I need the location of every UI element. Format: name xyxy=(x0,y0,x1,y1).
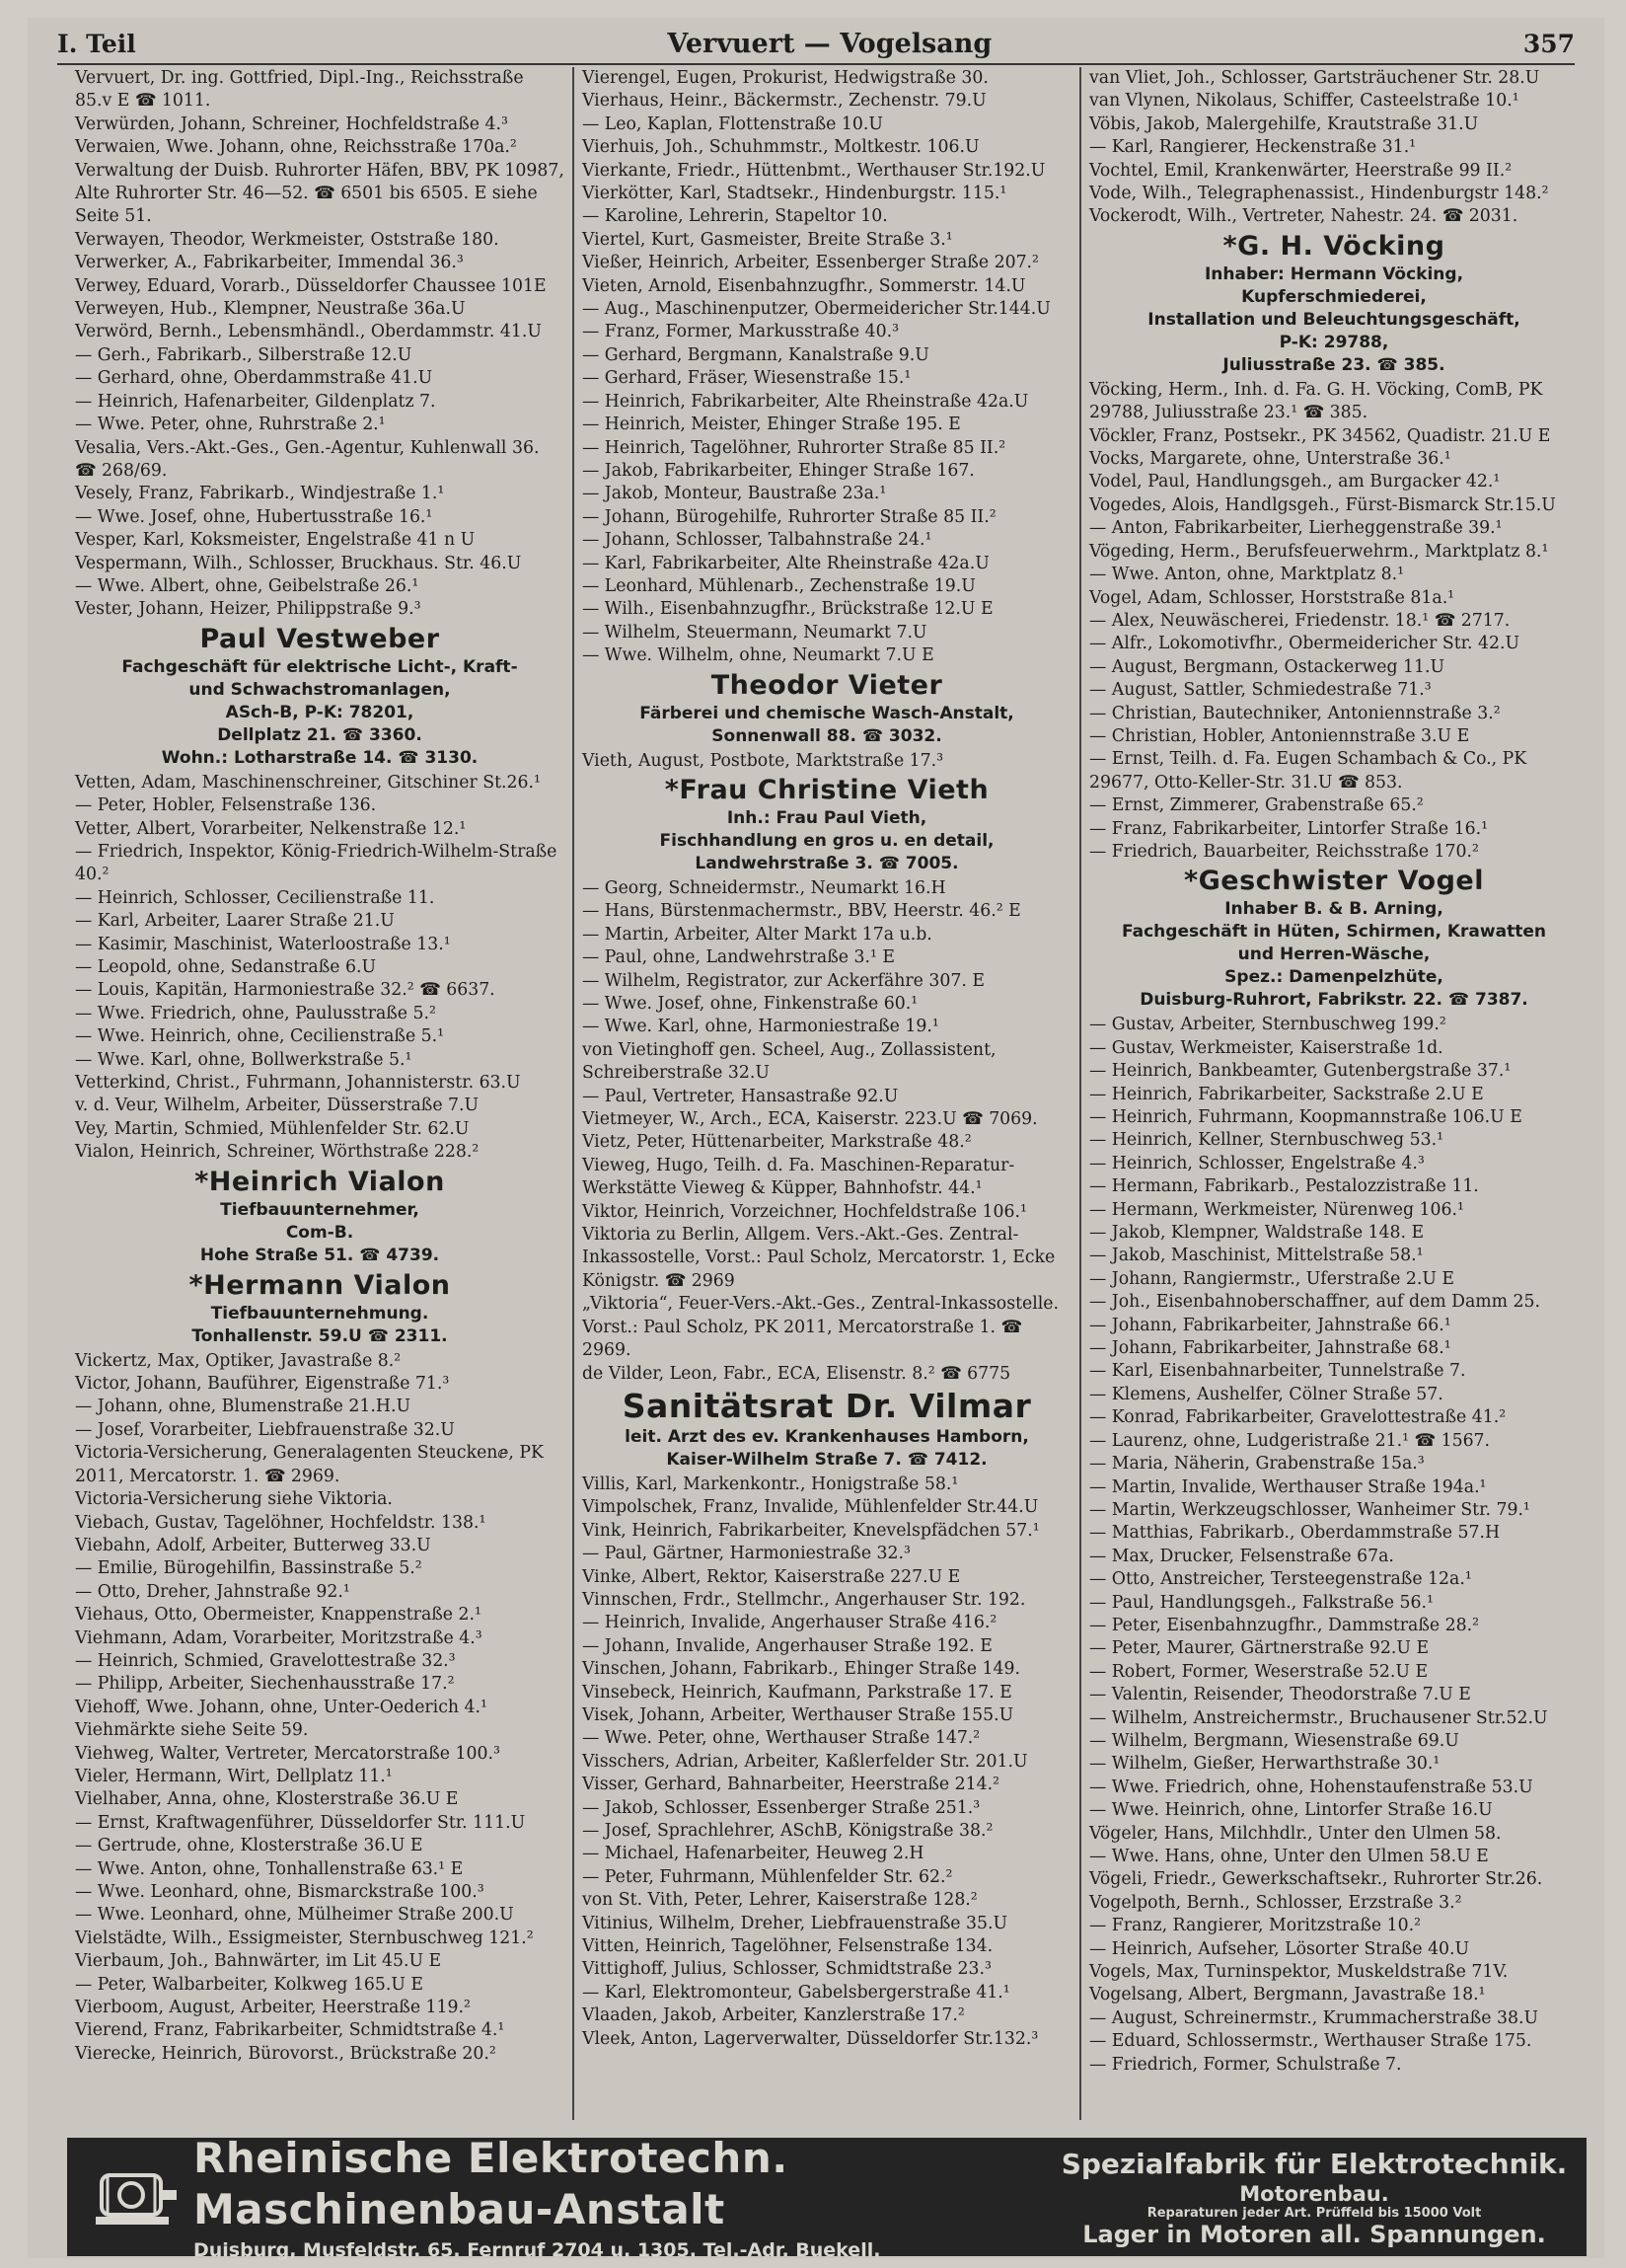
section-label: I. Teil xyxy=(57,29,136,58)
footer-company-address: Duisburg, Musfeldstr. 65. Fernruf 2704 u. 1305. Tel.-Adr. Buekell. xyxy=(193,2239,881,2261)
advert-block xyxy=(582,669,1072,748)
directory-entry: Vesely, Franz, Fabrikarb., Windjestraße 1.¹ xyxy=(75,484,445,504)
advert-name: *Geschwister Vogel xyxy=(1184,866,1484,897)
directory-entry: — Konrad, Fabrikarbeiter, Gravelottestraße 41.² xyxy=(1089,1407,1507,1428)
entry-columns xyxy=(67,67,1587,2120)
directory-entry: Verwürden, Johann, Schreiner, Hochfeldstraße 4.³ xyxy=(75,113,508,134)
directory-entry: — Wilhelm, Anstreichermstr., Bruchausener Str.52.U xyxy=(1089,1707,1548,1728)
directory-entry: — Heinrich, Kellner, Sternbuschweg 53.¹ xyxy=(1089,1130,1443,1151)
directory-entry: — Maria, Näherin, Grabenstraße 15a.³ xyxy=(1089,1454,1425,1474)
directory-entry: — Heinrich, Fuhrmann, Koopmannstraße 106.U E xyxy=(1089,1107,1522,1127)
directory-entry: — Ernst, Kraftwagenführer, Düsseldorfer Str. 111.U xyxy=(75,1812,526,1833)
directory-entry: Viehmann, Adam, Vorarbeiter, Moritzstraße 4.³ xyxy=(75,1627,482,1648)
directory-entry: — Hermann, Werkmeister, Nürenweg 106.¹ xyxy=(1089,1199,1464,1220)
directory-entry: — Hans, Bürstenmachermstr., BBV, Heerstr. 46.² E xyxy=(582,901,1021,922)
directory-entry: — Heinrich, Aufseher, Lösorter Straße 40.U xyxy=(1089,1938,1470,1959)
advert-line: P-K: 29788, xyxy=(1279,332,1389,352)
directory-entry: — Franz, Former, Markusstraße 40.³ xyxy=(582,322,900,342)
directory-entry: — Wwe. Anton, ohne, Tonhallenstraße 63.¹ E xyxy=(75,1858,464,1879)
directory-entry: Vlaaden, Jakob, Arbeiter, Kanzlerstraße 17.² xyxy=(582,2005,965,2026)
directory-entry: Vögeding, Herm., Berufsfeuerwehrm., Marktplatz 8.¹ xyxy=(1089,541,1549,562)
directory-entry: — Wwe. Heinrich, ohne, Cecilienstraße 5.¹ xyxy=(75,1026,445,1047)
directory-entry: Vitinius, Wilhelm, Dreher, Liebfrauenstraße 35.U xyxy=(582,1913,1008,1933)
directory-entry: — Karl, Rangierer, Heckenstraße 31.¹ xyxy=(1089,137,1417,158)
directory-entry: Vetterkind, Christ., Fuhrmann, Johannisterstr. 63.U xyxy=(75,1073,521,1094)
directory-entry: Vink, Heinrich, Fabrikarbeiter, Knevelspfädchen 57.¹ xyxy=(582,1520,1040,1541)
entry-group xyxy=(582,67,1072,668)
directory-entry: Vinke, Albert, Rektor, Kaiserstraße 227.U E xyxy=(582,1566,961,1587)
advert-block xyxy=(582,774,1072,875)
directory-entry: Vinnschen, Frdr., Stellmchr., Angerhauser Str. 192. xyxy=(582,1589,1026,1610)
directory-entry: — Klemens, Aushelfer, Cölner Straße 57. xyxy=(1089,1384,1443,1404)
directory-entry: — Heinrich, Schlosser, Cecilienstraße 11. xyxy=(75,887,435,908)
advert-line: Fachgeschäft für elektrische Licht-, Kraft- xyxy=(121,656,518,677)
directory-entry: — Joh., Eisenbahnoberschaffner, auf dem Damm 25. xyxy=(1089,1292,1541,1313)
directory-entry: Vöbis, Jakob, Malergehilfe, Krautstraße 31.U xyxy=(1089,113,1479,134)
advert-line: leit. Arzt des ev. Krankenhauses Hamborn, xyxy=(625,1426,1029,1447)
directory-entry: — Karl, Elektromonteur, Gabelsbergerstraße 41.¹ xyxy=(582,1982,1010,2003)
directory-entry: Vester, Johann, Heizer, Philippstraße 9.³ xyxy=(75,599,421,620)
directory-entry: — Wwe. Leonhard, ohne, Bismarckstraße 100.³ xyxy=(75,1882,484,1902)
directory-entry: — Georg, Schneidermstr., Neumarkt 16.H xyxy=(582,877,946,898)
directory-entry: Vittighoff, Julius, Schlosser, Schmidtstraße 23.³ xyxy=(582,1959,992,1980)
advert-block xyxy=(1089,230,1579,377)
advert-block xyxy=(75,623,564,770)
directory-entry: Verwörd, Bernh., Lebensmhändl., Oberdammstr. 41.U xyxy=(75,322,542,342)
directory-entry: Viehoff, Wwe. Johann, ohne, Unter-Oederich 4.¹ xyxy=(75,1697,487,1717)
advert-line: Sonnenwall 88. ☎ 3032. xyxy=(711,725,942,746)
advert-line: Dellplatz 21. ☎ 3360. xyxy=(217,724,422,745)
directory-entry: — Wilhelm, Registrator, zur Ackerfähre 307. E xyxy=(582,970,985,991)
directory-entry: — Gerhard, Fräser, Wiesenstraße 15.¹ xyxy=(582,368,912,389)
directory-entry: — Alex, Neuwäscherei, Friedenstr. 18.¹ ☎ 2717. xyxy=(1089,610,1511,631)
directory-entry: Vierhaus, Heinr., Bäckermstr., Zechenstr. 79.U xyxy=(582,91,987,112)
directory-entry: Victoria-Versicherung, Generalagenten Steuckenⅇ, PK 2011, Mercatorstr. 1. ☎ 2969. xyxy=(75,1443,544,1486)
directory-entry: Vietmeyer, W., Arch., ECA, Kaiserstr. 223.U ☎ 7069. xyxy=(582,1109,1038,1130)
directory-entry: — Wwe. Karl, ohne, Bollwerkstraße 5.¹ xyxy=(75,1049,412,1070)
directory-entry: — Gerhard, ohne, Oberdammstraße 41.U xyxy=(75,368,433,389)
directory-entry: Vey, Martin, Schmied, Mühlenfelder Str. 62.U xyxy=(75,1118,470,1139)
advert-line: Färberei und chemische Wasch-Anstalt, xyxy=(639,703,1014,723)
entry-group xyxy=(75,772,564,1165)
advert-block xyxy=(75,1166,564,1267)
directory-entry: — Paul, Handlungsgeh., Falkstraße 56.¹ xyxy=(1089,1592,1434,1613)
advert-block xyxy=(75,1269,564,1348)
directory-entry: — Jakob, Fabrikarbeiter, Ehinger Straße 167. xyxy=(582,460,975,481)
directory-entry: — Leonhard, Mühlenarb., Zechenstraße 19.U xyxy=(582,575,976,596)
directory-entry: Vodel, Paul, Handlungsgeh., am Burgacker 42.¹ xyxy=(1089,472,1501,492)
directory-entry: Vierhuis, Joh., Schuhmmstr., Moltkestr. 106.U xyxy=(582,137,980,158)
directory-entry: — Hermann, Fabrikarb., Pestalozzistraße 11. xyxy=(1089,1176,1479,1197)
directory-entry: — Max, Drucker, Felsenstraße 67a. xyxy=(1089,1546,1394,1566)
directory-entry: — Karl, Fabrikarbeiter, Alte Rheinstraße 42a.U xyxy=(582,553,990,573)
directory-entry: Vierkötter, Karl, Stadtsekr., Hindenburgstr. 115.¹ xyxy=(582,184,1007,204)
directory-entry: — Christian, Hobler, Antoniennstraße 3.U E xyxy=(1089,725,1470,746)
directory-entry: — Paul, Gärtner, Harmoniestraße 32.³ xyxy=(582,1544,911,1564)
directory-entry: — Jakob, Klempner, Waldstraße 148. E xyxy=(1089,1223,1425,1244)
advert-line: Fischhandlung en gros u. en detail, xyxy=(659,830,995,851)
directory-entry: — Wwe. Friedrich, ohne, Paulusstraße 5.² xyxy=(75,1003,436,1023)
directory-entry: — Ernst, Zimmerer, Grabenstraße 65.² xyxy=(1089,795,1424,816)
directory-entry: Vöckler, Franz, Postsekr., PK 34562, Quadistr. 21.U E xyxy=(1089,425,1551,446)
directory-entry: — Christian, Bautechniker, Antoniennstraße 3.² xyxy=(1089,703,1501,723)
directory-entry: — Laurenz, ohne, Ludgeristraße 21.¹ ☎ 1567. xyxy=(1089,1430,1491,1451)
directory-entry: Vitten, Heinrich, Tagelöhner, Felsenstraße 134. xyxy=(582,1936,994,1957)
directory-entry: Vieweg, Hugo, Teilh. d. Fa. Maschinen-Reparatur-Werkstätte Vieweg & Küpper, Bahnhofstr. 44.¹ xyxy=(582,1155,1015,1199)
directory-entry: — Heinrich, Schlosser, Engelstraße 4.³ xyxy=(1089,1153,1425,1173)
entry-group xyxy=(582,1474,1072,2051)
directory-entry: — Johann, Rangiermstr., Uferstraße 2.U E xyxy=(1089,1268,1454,1289)
directory-entry: — Johann, Invalide, Angerhauser Straße 192. E xyxy=(582,1635,993,1656)
directory-entry: Vielhaber, Anna, ohne, Klosterstraße 36.U E xyxy=(75,1789,459,1810)
directory-entry: Vialon, Heinrich, Schreiner, Wörthstraße 228.² xyxy=(75,1142,480,1163)
entry-group xyxy=(582,750,1072,773)
directory-entry: Verwaien, Wwe. Johann, ohne, Reichsstraße 170a.² xyxy=(75,137,517,158)
directory-entry: — Johann, ohne, Blumenstraße 21.H.U xyxy=(75,1397,411,1417)
advert-line: Inhaber: Hermann Vöcking, xyxy=(1204,264,1464,284)
directory-entry: Viehweg, Walter, Vertreter, Mercatorstraße 100.³ xyxy=(75,1743,500,1764)
directory-entry: — Aug., Maschinenputzer, Obermeidericher Str.144.U xyxy=(582,299,1051,320)
directory-entry: — Peter, Hobler, Felsenstraße 136. xyxy=(75,795,377,816)
directory-entry: — Wwe. Peter, ohne, Ruhrstraße 2.¹ xyxy=(75,415,386,435)
directory-entry: Vinsebeck, Heinrich, Kaufmann, Parkstraße 17. E xyxy=(582,1682,1012,1702)
directory-entry: — Jakob, Maschinist, Mittelstraße 58.¹ xyxy=(1089,1246,1424,1266)
directory-entry: — Ernst, Teilh. d. Fa. Eugen Schambach & Co., PK 29677, Otto-Keller-Str. 31.U ☎ 853. xyxy=(1089,749,1527,793)
advert-line: Duisburg-Ruhrort, Fabrikstr. 22. ☎ 7387. xyxy=(1140,990,1528,1011)
directory-entry: de Vilder, Leon, Fabr., ECA, Elisenstr. 8.² ☎ 6775 xyxy=(582,1363,1011,1384)
advert-line: Com-B. xyxy=(285,1222,354,1243)
directory-entry: — Jakob, Schlosser, Essenberger Straße 251.³ xyxy=(582,1797,981,1818)
directory-entry: — Johann, Bürogehilfe, Ruhrorter Straße 85 II.² xyxy=(582,506,997,527)
directory-entry: — Martin, Arbeiter, Alter Markt 17a u.b. xyxy=(582,924,932,945)
directory-entry: — Peter, Eisenbahnzugfhr., Dammstraße 28.² xyxy=(1089,1615,1480,1635)
directory-entry: — Leopold, ohne, Sedanstraße 6.U xyxy=(75,957,377,977)
directory-entry: — Heinrich, Fabrikarbeiter, Sackstraße 2.U E xyxy=(1089,1084,1484,1104)
directory-entry: — Friedrich, Inspektor, König-Friedrich-Wilhelm-Straße 40.² xyxy=(75,841,557,885)
directory-entry: — Wwe. Heinrich, ohne, Lintorfer Straße 16.U xyxy=(1089,1800,1493,1821)
directory-entry: — Heinrich, Invalide, Angerhauser Straße 416.² xyxy=(582,1613,998,1633)
directory-entry: — Wwe. Hans, ohne, Unter den Ulmen 58.U E xyxy=(1089,1847,1489,1866)
advert-line: Fachgeschäft in Hüten, Schirmen, Krawatten xyxy=(1122,922,1546,943)
directory-entry: — Valentin, Reisender, Theodorstraße 7.U E xyxy=(1089,1685,1471,1705)
directory-entry: — Robert, Former, Weserstraße 52.U E xyxy=(1089,1661,1429,1682)
footer-specialty: Spezialfabrik für Elektrotechnik. xyxy=(1061,2147,1568,2180)
entry-group xyxy=(582,877,1072,1386)
header-rule xyxy=(57,63,1575,65)
directory-entry: — Emilie, Bürogehilfin, Bassinstraße 5.² xyxy=(75,1558,422,1579)
directory-entry: — Wilhelm, Gießer, Herwarthstraße 30.¹ xyxy=(1089,1754,1441,1775)
directory-entry: Vierengel, Eugen, Prokurist, Hedwigstraße 30. xyxy=(582,68,989,88)
directory-entry: Vierecke, Heinrich, Bürovorst., Brückstraße 20.² xyxy=(75,2043,496,2064)
directory-entry: — Martin, Invalide, Werthauser Straße 194a.¹ xyxy=(1089,1476,1487,1497)
entry-group xyxy=(1089,67,1579,229)
advert-name: Theodor Vieter xyxy=(710,669,943,701)
directory-entry: — Leo, Kaplan, Flottenstraße 10.U xyxy=(582,113,883,134)
page-range-title: Vervuert — Vogelsang xyxy=(667,28,993,59)
advert-name: Sanitätsrat Dr. Vilmar xyxy=(622,1386,1032,1425)
directory-entry: Vielstädte, Wilh., Essigmeister, Sternbuschweg 121.² xyxy=(75,1928,534,1948)
directory-entry: van Vlynen, Nikolaus, Schiffer, Casteelstraße 10.¹ xyxy=(1089,91,1519,112)
directory-entry: Vierkante, Friedr., Hüttenbmt., Werthauser Str.192.U xyxy=(582,160,1046,181)
directory-entry: — Louis, Kapitän, Harmoniestraße 32.² ☎ 6637. xyxy=(75,980,495,1001)
directory-entry: Vogelsang, Albert, Bergmann, Javastraße 18.¹ xyxy=(1089,1985,1486,2005)
directory-entry: Vögeli, Friedr., Gewerkschaftsekr., Ruhrorter Str.26. xyxy=(1089,1869,1543,1890)
directory-entry: Vogedes, Alois, Handlgsgeh., Fürst-Bismarck Str.15.U xyxy=(1089,494,1556,515)
entry-group xyxy=(1089,1014,1579,2077)
directory-entry: — Friedrich, Former, Schulstraße 7. xyxy=(1089,2054,1402,2075)
directory-entry: Victoria-Versicherung siehe Viktoria. xyxy=(75,1489,393,1510)
footer-advert-left xyxy=(187,2133,1042,2261)
advert-block xyxy=(582,1387,1072,1472)
directory-entry: — Wwe. Josef, ohne, Hubertusstraße 16.¹ xyxy=(75,506,433,527)
directory-entry: — Gustav, Arbeiter, Sternbuschweg 199.² xyxy=(1089,1015,1446,1035)
directory-entry: Villis, Karl, Markenkontr., Honigstraße 58.¹ xyxy=(582,1474,959,1494)
directory-entry: Vleek, Anton, Lagerverwalter, Düsseldorfer Str.132.³ xyxy=(582,2028,1039,2049)
directory-entry: Vetten, Adam, Maschinenschreiner, Gitschiner St.26.¹ xyxy=(75,772,541,793)
directory-entry: Visser, Gerhard, Bahnarbeiter, Heerstraße 214.² xyxy=(582,1775,1000,1795)
directory-entry: Vocks, Margarete, ohne, Unterstraße 36.¹ xyxy=(1089,449,1451,470)
advert-name: Paul Vestweber xyxy=(199,623,440,654)
advert-line: Juliusstraße 23. ☎ 385. xyxy=(1222,354,1445,375)
directory-entry: Viebahn, Adolf, Arbeiter, Butterweg 33.U xyxy=(75,1535,431,1555)
directory-entry: Viehaus, Otto, Obermeister, Knappenstraße 2.¹ xyxy=(75,1605,481,1625)
directory-entry: — Friedrich, Bauarbeiter, Reichsstraße 170.² xyxy=(1089,841,1479,862)
footer-advert-right xyxy=(1042,2147,1587,2248)
directory-entry: Vießer, Heinrich, Arbeiter, Essenberger Straße 207.² xyxy=(582,253,1039,273)
directory-entry: — Wwe. Wilhelm, ohne, Neumarkt 7.U E xyxy=(582,645,934,666)
directory-entry: Vespermann, Wilh., Schlosser, Bruckhaus. Str. 46.U xyxy=(75,553,522,573)
advert-line: Inhaber B. & B. Arning, xyxy=(1224,899,1443,920)
directory-entry: Visek, Johann, Arbeiter, Werthauser Straße 155.U xyxy=(582,1704,1014,1725)
advert-line: Inh.: Frau Paul Vieth, xyxy=(726,807,927,828)
directory-entry: — Wwe. Leonhard, ohne, Mülheimer Straße 200.U xyxy=(75,1905,514,1926)
column-3 xyxy=(1081,67,1587,2120)
page-header xyxy=(57,24,1575,63)
advert-line: Installation und Beleuchtungsgeschäft, xyxy=(1147,309,1520,330)
directory-entry: — Otto, Anstreicher, Tersteegenstraße 12a.¹ xyxy=(1089,1569,1472,1590)
directory-entry: — Josef, Sprachlehrer, ASchB, Königstraße 38.² xyxy=(582,1821,994,1841)
directory-entry: Vochtel, Emil, Krankenwärter, Heerstraße 99 II.² xyxy=(1089,160,1513,181)
electric-motor-icon xyxy=(79,2153,187,2241)
directory-entry: — Wilhelm, Steuermann, Neumarkt 7.U xyxy=(582,622,927,643)
footer-stock-note: Lager in Motoren all. Spannungen. xyxy=(1082,2220,1546,2248)
advert-line: Wohn.: Lotharstraße 14. ☎ 3130. xyxy=(161,747,479,768)
directory-entry: — Heinrich, Tagelöhner, Ruhrorter Straße 85 II.² xyxy=(582,437,1006,458)
directory-entry: — Peter, Maurer, Gärtnerstraße 92.U E xyxy=(1089,1638,1430,1659)
directory-entry: — Paul, ohne, Landwehrstraße 3.¹ E xyxy=(582,947,895,968)
directory-entry: von Vietinghoff gen. Scheel, Aug., Zollassistent, Schreiberstraße 32.U xyxy=(582,1039,997,1084)
directory-entry: — Anton, Fabrikarbeiter, Lierheggenstraße 39.¹ xyxy=(1089,518,1503,539)
directory-entry: — Wwe. Friedrich, ohne, Hohenstaufenstraße 53.U xyxy=(1089,1777,1533,1797)
directory-entry: — Karl, Arbeiter, Laarer Straße 21.U xyxy=(75,911,395,932)
directory-entry: — Heinrich, Fabrikarbeiter, Alte Rheinstraße 42a.U xyxy=(582,391,1029,412)
advert-line: Tiefbauunternehmer, xyxy=(220,1199,419,1220)
directory-entry: — Wwe. Albert, ohne, Geibelstraße 26.¹ xyxy=(75,575,419,596)
directory-entry: Viertel, Kurt, Gasmeister, Breite Straße 3.¹ xyxy=(582,229,953,250)
directory-entry: — Heinrich, Schmied, Gravelottestraße 32.³ xyxy=(75,1650,456,1671)
directory-entry: Vieten, Arnold, Eisenbahnzugfhr., Sommerstr. 14.U xyxy=(582,275,1026,296)
directory-entry: Viktor, Heinrich, Vorzeichner, Hochfeldstraße 106.¹ xyxy=(582,1201,1027,1222)
directory-entry: — Peter, Fuhrmann, Mühlenfelder Str. 62.² xyxy=(582,1866,953,1887)
directory-entry: Vode, Wilh., Telegraphenassist., Hindenburgstr 148.² xyxy=(1089,184,1549,204)
directory-entry: — Josef, Vorarbeiter, Liebfrauenstraße 32.U xyxy=(75,1419,455,1440)
advert-line: und Schwachstromanlagen, xyxy=(188,679,451,700)
directory-entry: — Johann, Fabrikarbeiter, Jahnstraße 66.¹ xyxy=(1089,1315,1451,1335)
advert-name: *G. H. Vöcking xyxy=(1222,230,1445,262)
directory-entry: Vierend, Franz, Fabrikarbeiter, Schmidtstraße 4.¹ xyxy=(75,2020,505,2041)
directory-entry: Vesper, Karl, Koksmeister, Engelstraße 41 n U xyxy=(75,530,476,551)
footer-advert xyxy=(67,2134,1587,2261)
advert-line: Tonhallenstr. 59.U ☎ 2311. xyxy=(191,1325,448,1346)
directory-entry: Viebach, Gustav, Tagelöhner, Hochfeldstr. 138.¹ xyxy=(75,1512,486,1533)
directory-entry: — Gerh., Fabrikarb., Silberstraße 12.U xyxy=(75,344,412,365)
directory-entry: Vierbaum, Joh., Bahnwärter, im Lit 45.U E xyxy=(75,1951,442,1972)
directory-page xyxy=(28,18,1604,2261)
advert-line: Tiefbauunternehmung. xyxy=(210,1303,429,1323)
directory-entry: — Heinrich, Meister, Ehinger Straße 195. E xyxy=(582,415,961,435)
directory-entry: — Paul, Vertreter, Hansastraße 92.U xyxy=(582,1086,899,1106)
entry-group xyxy=(1089,379,1579,865)
page-number: 357 xyxy=(1522,29,1575,58)
directory-entry: Vögeler, Hans, Milchhdlr., Unter den Ulmen 58. xyxy=(1089,1823,1502,1844)
directory-entry: Verwaltung der Duisb. Ruhrorter Häfen, BBV, PK 10987, Alte Ruhrorter Str. 46—52. ☎ 6501 bis 6505. E siehe Seite 51. xyxy=(75,160,564,227)
directory-entry: — Gertrude, ohne, Klosterstraße 36.U E xyxy=(75,1836,423,1856)
directory-entry: Vöcking, Herm., Inh. d. Fa. G. H. Vöcking, ComB, PK 29788, Juliusstraße 23.¹ ☎ 385. xyxy=(1089,379,1543,423)
directory-entry: van Vliet, Joh., Schlosser, Gartsträuchener Str. 28.U xyxy=(1089,68,1540,88)
directory-entry: Vetter, Albert, Vorarbeiter, Nelkenstraße 12.¹ xyxy=(75,818,467,839)
advert-name: *Heinrich Vialon xyxy=(194,1166,445,1197)
directory-entry: — Kasimir, Maschinist, Waterloostraße 13.¹ xyxy=(75,934,451,954)
directory-entry: — Wwe. Anton, ohne, Marktplatz 8.¹ xyxy=(1089,565,1405,585)
directory-entry: Vierboom, August, Arbeiter, Heerstraße 119.² xyxy=(75,1998,471,2018)
directory-entry: Victor, Johann, Bauführer, Eigenstraße 71.³ xyxy=(75,1374,450,1395)
directory-entry: — Peter, Walbarbeiter, Kolkweg 165.U E xyxy=(75,1974,423,1995)
directory-entry: Verweyen, Hub., Klempner, Neustraße 36a.U xyxy=(75,299,466,320)
directory-entry: — Wwe. Peter, ohne, Werthauser Straße 147.² xyxy=(582,1728,981,1749)
advert-name: *Frau Christine Vieth xyxy=(664,774,990,805)
directory-entry: — Heinrich, Bankbeamter, Gutenbergstraße 37.¹ xyxy=(1089,1061,1512,1082)
advert-line: Spez.: Damenpelzhüte, xyxy=(1224,967,1443,988)
directory-entry: — Gustav, Werkmeister, Kaiserstraße 1d. xyxy=(1089,1037,1443,1058)
directory-entry: Vesalia, Vers.-Akt.-Ges., Gen.-Agentur, Kuhlenwall 36. ☎ 268/69. xyxy=(75,437,540,481)
advert-line: Kupferschmiederei, xyxy=(1241,286,1427,307)
directory-entry: — Johann, Schlosser, Talbahnstraße 24.¹ xyxy=(582,530,932,551)
footer-repair-note: Reparaturen jeder Art. Prüffeld bis 15000 Volt xyxy=(1146,2205,1482,2221)
directory-entry: — Gerhard, Bergmann, Kanalstraße 9.U xyxy=(582,344,929,365)
directory-entry: — Franz, Fabrikarbeiter, Lintorfer Straße 16.¹ xyxy=(1089,818,1489,839)
directory-entry: — Eduard, Schlossermstr., Werthauser Straße 175. xyxy=(1089,2031,1532,2052)
directory-entry: Vietz, Peter, Hüttenarbeiter, Markstraße 48.² xyxy=(582,1132,972,1153)
directory-entry: Vockerodt, Wilh., Vertreter, Nahestr. 24. ☎ 2031. xyxy=(1089,206,1518,227)
directory-entry: — Wwe. Josef, ohne, Finkenstraße 60.¹ xyxy=(582,994,919,1014)
directory-entry: — Karoline, Lehrerin, Stapeltor 10. xyxy=(582,206,888,227)
directory-entry: — Alfr., Lokomotivfhr., Obermeidericher Str. 42.U xyxy=(1089,634,1520,654)
entry-group xyxy=(75,1350,564,2067)
directory-entry: von St. Vith, Peter, Lehrer, Kaiserstraße 128.² xyxy=(582,1890,978,1911)
directory-entry: — Michael, Hafenarbeiter, Heuweg 2.H xyxy=(582,1844,924,1864)
directory-entry: — Philipp, Arbeiter, Siechenhausstraße 17.² xyxy=(75,1674,455,1695)
advert-line: und Herren-Wäsche, xyxy=(1237,945,1431,965)
directory-entry: Vickertz, Max, Optiker, Javastraße 8.² xyxy=(75,1350,402,1371)
advert-name: *Hermann Vialon xyxy=(188,1269,451,1301)
entry-group xyxy=(75,67,564,622)
directory-entry: Vogelpoth, Bernh., Schlosser, Erzstraße 3.² xyxy=(1089,1892,1462,1913)
directory-entry: — Heinrich, Hafenarbeiter, Gildenplatz 7. xyxy=(75,391,436,412)
directory-entry: — Martin, Werkzeugschlosser, Wanheimer Str. 79.¹ xyxy=(1089,1499,1530,1520)
directory-entry: — August, Sattler, Schmiedestraße 71.³ xyxy=(1089,680,1432,701)
column-2 xyxy=(574,67,1081,2120)
directory-entry: Verwerker, A., Fabrikarbeiter, Immendal 36.³ xyxy=(75,253,464,273)
directory-entry: — Otto, Dreher, Jahnstraße 92.¹ xyxy=(75,1581,350,1602)
footer-motorenbau: Motorenbau. xyxy=(1239,2181,1389,2206)
advert-line: Kaiser-Wilhelm Straße 7. ☎ 7412. xyxy=(666,1449,988,1470)
directory-entry: — Karl, Eisenbahnarbeiter, Tunnelstraße 7. xyxy=(1089,1361,1466,1382)
directory-entry: Vervuert, Dr. ing. Gottfried, Dipl.-Ing., Reichsstraße 85.v E ☎ 1011. xyxy=(75,68,524,112)
directory-entry: — Wilh., Eisenbahnzugfhr., Brückstraße 12.U E xyxy=(582,599,994,620)
directory-entry: — Wwe. Karl, ohne, Harmoniestraße 19.¹ xyxy=(582,1017,939,1037)
advert-line: Landwehrstraße 3. ☎ 7005. xyxy=(695,853,959,873)
directory-entry: „Viktoria“, Feuer-Vers.-Akt.-Ges., Zentral-Inkassostelle. Vorst.: Paul Scholz, PK 2011, Mercatorstraße 1. ☎ 2969. xyxy=(582,1294,1060,1361)
directory-entry: Vogels, Max, Turninspektor, Muskeldstraße 71V. xyxy=(1089,1962,1509,1983)
column-1 xyxy=(67,67,574,2120)
advert-block xyxy=(1089,865,1579,1012)
directory-entry: — Matthias, Fabrikarb., Oberdammstraße 57.H xyxy=(1089,1523,1501,1544)
directory-entry: Viehmärkte siehe Seite 59. xyxy=(75,1720,309,1741)
directory-entry: Vinschen, Johann, Fabrikarb., Ehinger Straße 149. xyxy=(582,1659,1020,1680)
directory-entry: Vimpolschek, Franz, Invalide, Mühlenfelder Str.44.U xyxy=(582,1497,1039,1518)
directory-entry: Visschers, Adrian, Arbeiter, Kaßlerfelder Str. 201.U xyxy=(582,1751,1028,1772)
directory-entry: Vieth, August, Postbote, Marktstraße 17.³ xyxy=(582,750,944,771)
directory-entry: — Johann, Fabrikarbeiter, Jahnstraße 68.¹ xyxy=(1089,1338,1451,1359)
advert-line: Hohe Straße 51. ☎ 4739. xyxy=(199,1245,440,1265)
directory-entry: Verwayen, Theodor, Werkmeister, Oststraße 180. xyxy=(75,229,499,250)
directory-entry: Viktoria zu Berlin, Allgem. Vers.-Akt.-Ges. Zentral-Inkassostelle, Vorst.: Paul Scholz, Mercatorstr. 1, Ecke Königstr. ☎ 2969 xyxy=(582,1225,1056,1291)
advert-line: ASch-B, P-K: 78201, xyxy=(225,702,414,722)
directory-entry: v. d. Veur, Wilhelm, Arbeiter, Düsserstraße 7.U xyxy=(75,1096,480,1116)
directory-entry: — August, Bergmann, Ostackerweg 11.U xyxy=(1089,656,1445,677)
directory-entry: Verwey, Eduard, Vorarb., Düsseldorfer Chaussee 101E xyxy=(75,275,547,296)
directory-entry: — Jakob, Monteur, Baustraße 23a.¹ xyxy=(582,484,887,504)
directory-entry: — Wilhelm, Bergmann, Wiesenstraße 69.U xyxy=(1089,1730,1459,1751)
directory-entry: — August, Schreinermstr., Krummacherstraße 38.U xyxy=(1089,2007,1539,2028)
directory-entry: — Franz, Rangierer, Moritzstraße 10.² xyxy=(1089,1916,1422,1936)
footer-company-name: Rheinische Elektrotechn. Maschinenbau-Anstalt xyxy=(193,2134,788,2233)
directory-entry: Vieler, Hermann, Wirt, Dellplatz 11.¹ xyxy=(75,1766,393,1786)
directory-entry: Vogel, Adam, Schlosser, Horststraße 81a.¹ xyxy=(1089,587,1455,608)
